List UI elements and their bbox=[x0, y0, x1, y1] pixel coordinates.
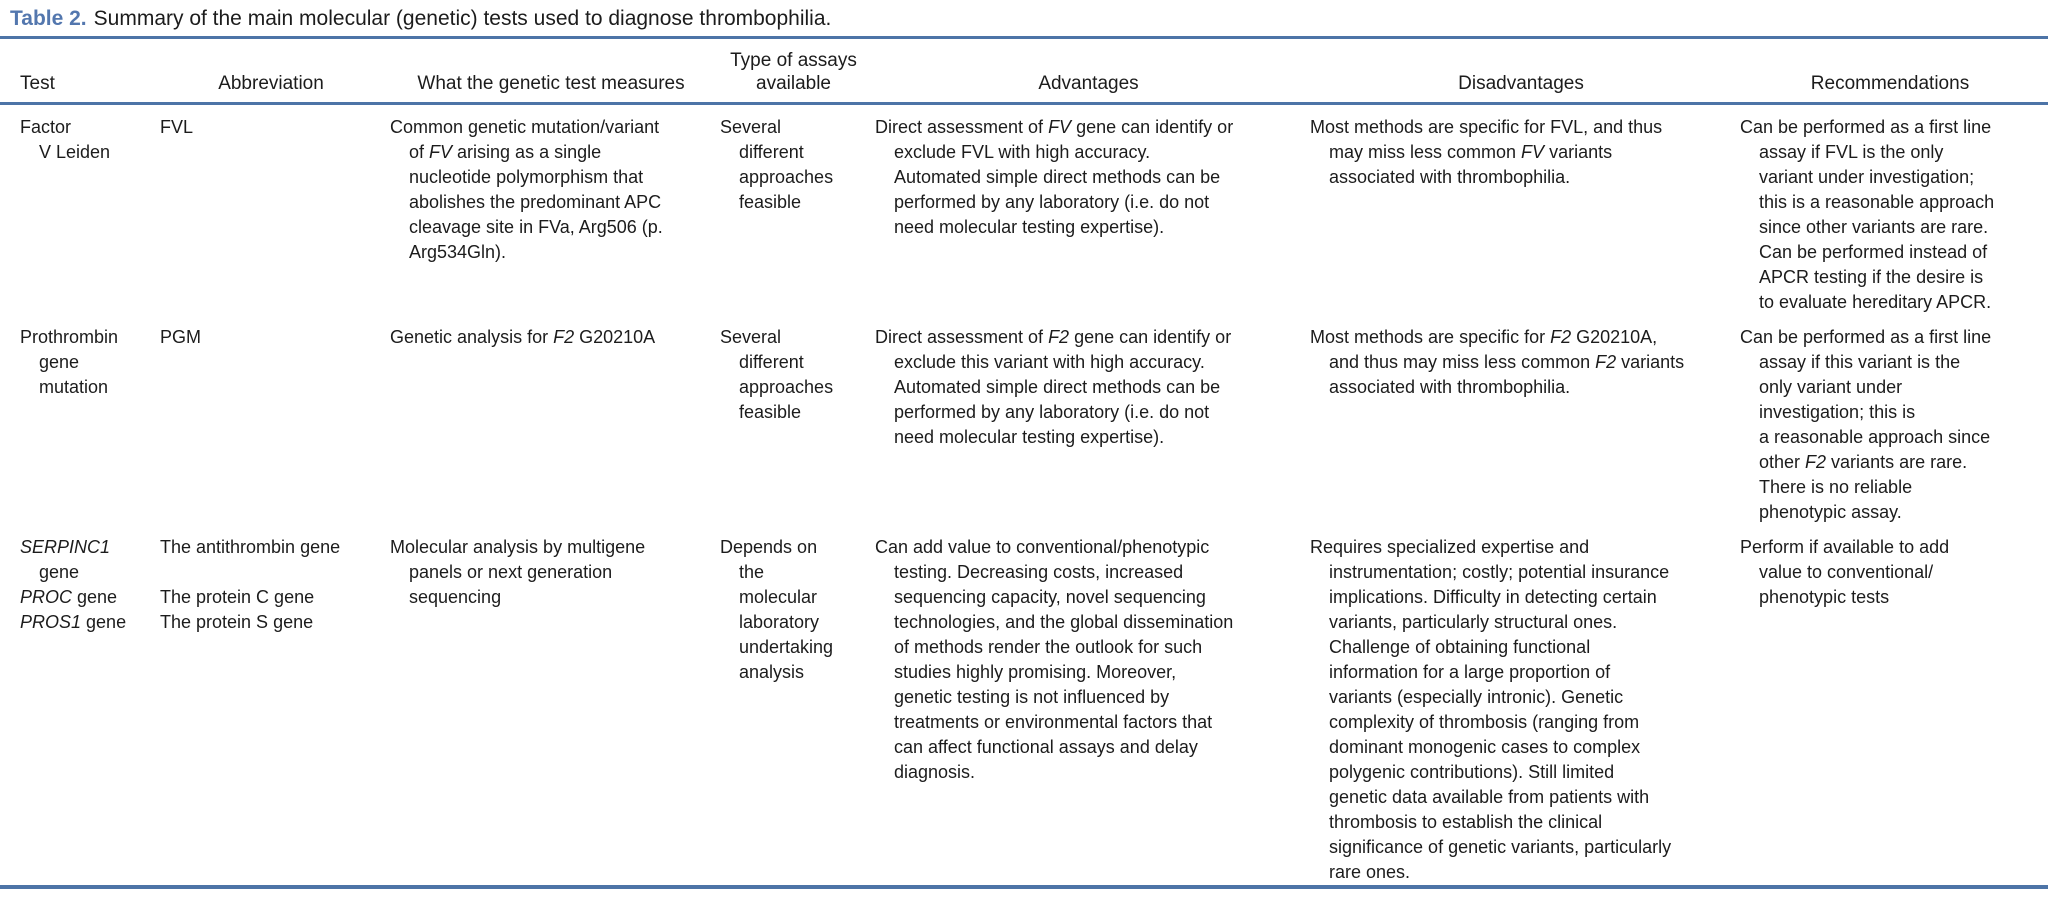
cell-line: cleavage site in FVa, Arg506 (p. bbox=[409, 217, 663, 237]
cell-line: Direct assessment of FV gene can identify or bbox=[875, 117, 1234, 137]
cell-line: Can be performed as a first line bbox=[1740, 327, 1992, 347]
cell-line: since other variants are rare. bbox=[1759, 217, 1989, 237]
cell-test bbox=[0, 525, 160, 887]
cell-line: performed by any laboratory (i.e. do not bbox=[894, 402, 1210, 422]
cell-abbreviation bbox=[160, 525, 390, 887]
cell-advantages bbox=[875, 525, 1310, 887]
cell-assays bbox=[720, 525, 875, 887]
cell-line: the bbox=[739, 562, 765, 582]
cell-line: V Leiden bbox=[39, 142, 111, 162]
cell-line: The protein S gene bbox=[160, 612, 314, 632]
cell-line: assay if FVL is the only bbox=[1759, 142, 1944, 162]
cell-line: genetic testing is not influenced by bbox=[894, 687, 1170, 707]
cell-line: gene bbox=[39, 352, 80, 372]
cell-line: sequencing bbox=[409, 587, 502, 607]
table-body bbox=[0, 104, 2048, 888]
cell-line: PROS1 gene bbox=[20, 612, 127, 632]
cell-line: Challenge of obtaining functional bbox=[1329, 637, 1591, 657]
cell-recommendations bbox=[1740, 525, 2048, 887]
table-row-1 bbox=[0, 104, 2048, 316]
table-caption-text: Summary of the main molecular (genetic) tests used to diagnose thrombophilia. bbox=[93, 7, 832, 30]
cell-line: thrombosis to establish the clinical bbox=[1329, 812, 1603, 832]
cell-line: Several bbox=[720, 117, 782, 137]
cell-line: SERPINC1 bbox=[20, 537, 111, 557]
table-row-3 bbox=[0, 525, 2048, 887]
cell-line: sequencing capacity, novel sequencing bbox=[894, 587, 1206, 607]
cell-advantages bbox=[875, 315, 1310, 525]
cell-advantages bbox=[875, 104, 1310, 316]
cell-line: undertaking bbox=[739, 637, 834, 657]
cell-line bbox=[160, 560, 382, 585]
cell-assays bbox=[720, 104, 875, 316]
cell-line: variant under investigation; bbox=[1759, 167, 1975, 187]
cell-line: molecular bbox=[739, 587, 818, 607]
cell-line: APCR testing if the desire is bbox=[1759, 267, 1984, 287]
cell-line: Automated simple direct methods can be bbox=[894, 377, 1221, 397]
cell-line: different bbox=[739, 352, 804, 372]
cell-abbreviation bbox=[160, 315, 390, 525]
col-header-recommendations: Recommendations bbox=[1740, 39, 2048, 104]
cell-recommendations bbox=[1740, 315, 2048, 525]
cell-line: treatments or environmental factors that bbox=[894, 712, 1213, 732]
col-header-measures: What the genetic test measures bbox=[390, 39, 720, 104]
cell-line: laboratory bbox=[739, 612, 820, 632]
cell-line: Arg534Gln). bbox=[409, 242, 507, 262]
cell-line: approaches bbox=[739, 167, 834, 187]
cell-line: studies highly promising. Moreover, bbox=[894, 662, 1177, 682]
cell-line: exclude FVL with high accuracy. bbox=[894, 142, 1151, 162]
cell-line: Most methods are specific for FVL, and thus bbox=[1310, 117, 1663, 137]
cell-abbreviation bbox=[160, 104, 390, 316]
cell-line: complexity of thrombosis (ranging from bbox=[1329, 712, 1640, 732]
cell-test bbox=[0, 315, 160, 525]
table-row-2 bbox=[0, 315, 2048, 525]
cell-line: feasible bbox=[739, 192, 802, 212]
cell-line: Prothrombin bbox=[20, 327, 119, 347]
cell-disadvantages bbox=[1310, 315, 1740, 525]
cell-line: variants (especially intronic). Genetic bbox=[1329, 687, 1624, 707]
cell-line: Several bbox=[720, 327, 782, 347]
cell-test bbox=[0, 104, 160, 316]
cell-line: other F2 variants are rare. bbox=[1759, 452, 1968, 472]
cell-line: rare ones. bbox=[1329, 862, 1411, 882]
cell-line: performed by any laboratory (i.e. do not bbox=[894, 192, 1210, 212]
cell-line: The protein C gene bbox=[160, 587, 315, 607]
cell-line: testing. Decreasing costs, increased bbox=[894, 562, 1184, 582]
cell-line: need molecular testing expertise). bbox=[894, 427, 1165, 447]
cell-disadvantages bbox=[1310, 104, 1740, 316]
cell-line: Factor bbox=[20, 117, 72, 137]
cell-line: approaches bbox=[739, 377, 834, 397]
cell-line: and thus may miss less common F2 variants bbox=[1329, 352, 1685, 372]
cell-line: FVL bbox=[160, 117, 194, 137]
cell-line: a reasonable approach since bbox=[1759, 427, 1991, 447]
cell-line: dominant monogenic cases to complex bbox=[1329, 737, 1641, 757]
table-header-row bbox=[0, 39, 2048, 104]
cell-measures bbox=[390, 315, 720, 525]
cell-line: assay if this variant is the bbox=[1759, 352, 1961, 372]
cell-line: Genetic analysis for F2 G20210A bbox=[390, 327, 656, 347]
cell-line: value to conventional/ bbox=[1759, 562, 1934, 582]
cell-line: significance of genetic variants, particularly bbox=[1329, 837, 1672, 857]
cell-disadvantages bbox=[1310, 525, 1740, 887]
cell-line: panels or next generation bbox=[409, 562, 613, 582]
cell-line: Molecular analysis by multigene bbox=[390, 537, 646, 557]
cell-line: information for a large proportion of bbox=[1329, 662, 1611, 682]
cell-line: There is no reliable bbox=[1759, 477, 1913, 497]
cell-line: instrumentation; costly; potential insurance bbox=[1329, 562, 1670, 582]
cell-line: of methods render the outlook for such bbox=[894, 637, 1203, 657]
table-caption-label: Table 2. bbox=[10, 7, 87, 30]
cell-line: gene bbox=[39, 562, 80, 582]
cell-line: Can add value to conventional/phenotypic bbox=[875, 537, 1210, 557]
cell-measures bbox=[390, 104, 720, 316]
cell-line: can affect functional assays and delay bbox=[894, 737, 1198, 757]
cell-line: associated with thrombophilia. bbox=[1329, 377, 1571, 397]
col-header-assays: Type of assays available bbox=[720, 39, 875, 104]
cell-line: this is a reasonable approach bbox=[1759, 192, 1995, 212]
cell-line: implications. Difficulty in detecting certain bbox=[1329, 587, 1657, 607]
cell-line: PROC gene bbox=[20, 587, 118, 607]
table-header bbox=[0, 39, 2048, 104]
col-header-disadvantages: Disadvantages bbox=[1310, 39, 1740, 104]
cell-line: Common genetic mutation/variant bbox=[390, 117, 660, 137]
col-header-test: Test bbox=[0, 39, 160, 104]
cell-line: need molecular testing expertise). bbox=[894, 217, 1165, 237]
cell-line: PGM bbox=[160, 327, 202, 347]
cell-line: exclude this variant with high accuracy. bbox=[894, 352, 1205, 372]
cell-line: may miss less common FV variants bbox=[1329, 142, 1613, 162]
cell-line: phenotypic assay. bbox=[1759, 502, 1902, 522]
cell-line: of FV arising as a single bbox=[409, 142, 602, 162]
cell-line: nucleotide polymorphism that bbox=[409, 167, 644, 187]
cell-line: different bbox=[739, 142, 804, 162]
cell-assays bbox=[720, 315, 875, 525]
cell-line: variants, particularly structural ones. bbox=[1329, 612, 1618, 632]
cell-recommendations bbox=[1740, 104, 2048, 316]
table-caption bbox=[0, 0, 2048, 39]
cell-line: Direct assessment of F2 gene can identify or bbox=[875, 327, 1232, 347]
col-header-advantages: Advantages bbox=[875, 39, 1310, 104]
cell-measures bbox=[390, 525, 720, 887]
cell-line: analysis bbox=[739, 662, 805, 682]
cell-line: diagnosis. bbox=[894, 762, 976, 782]
thrombophilia-genetic-tests-table bbox=[0, 39, 2048, 889]
cell-line: technologies, and the global dissemination bbox=[894, 612, 1234, 632]
cell-line: polygenic contributions). Still limited bbox=[1329, 762, 1615, 782]
cell-line: investigation; this is bbox=[1759, 402, 1916, 422]
cell-line: The antithrombin gene bbox=[160, 537, 341, 557]
cell-line: to evaluate hereditary APCR. bbox=[1759, 292, 1992, 312]
cell-line: abolishes the predominant APC bbox=[409, 192, 662, 212]
cell-line: Requires specialized expertise and bbox=[1310, 537, 1590, 557]
cell-line: feasible bbox=[739, 402, 802, 422]
cell-line: Perform if available to add bbox=[1740, 537, 1950, 557]
cell-line: only variant under bbox=[1759, 377, 1903, 397]
cell-line: genetic data available from patients with bbox=[1329, 787, 1650, 807]
cell-line: phenotypic tests bbox=[1759, 587, 1890, 607]
cell-line: associated with thrombophilia. bbox=[1329, 167, 1571, 187]
col-header-abbreviation: Abbreviation bbox=[160, 39, 390, 104]
cell-line: Most methods are specific for F2 G20210A, bbox=[1310, 327, 1658, 347]
cell-line: Automated simple direct methods can be bbox=[894, 167, 1221, 187]
cell-line: Depends on bbox=[720, 537, 818, 557]
cell-line: mutation bbox=[39, 377, 109, 397]
cell-line: Can be performed as a first line bbox=[1740, 117, 1992, 137]
cell-line: Can be performed instead of bbox=[1759, 242, 1988, 262]
